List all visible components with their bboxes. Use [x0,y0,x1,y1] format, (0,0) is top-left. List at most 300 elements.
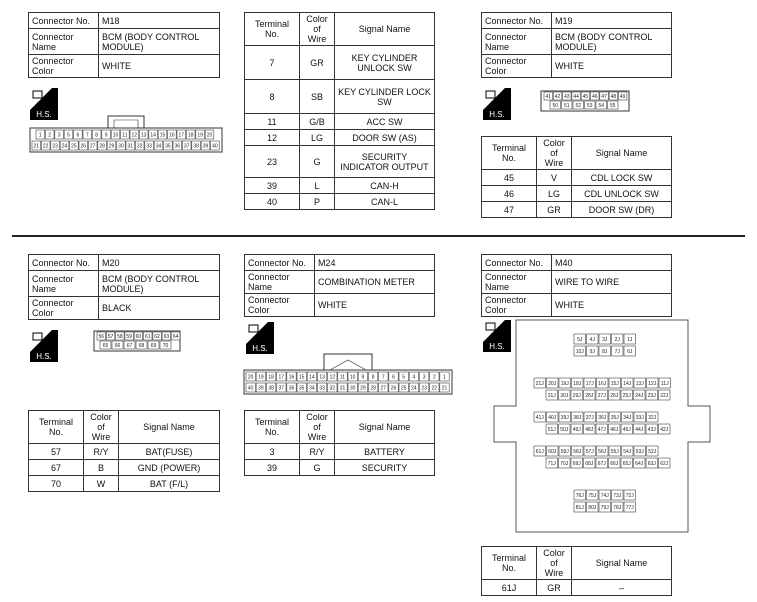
connector-pin [547,378,559,388]
svg-text:24J: 24J [635,393,644,399]
svg-text:58J: 58J [573,449,582,455]
svg-text:30: 30 [118,143,124,150]
connector-pin [647,378,659,388]
connector-pin [573,101,584,109]
svg-text:21: 21 [33,143,40,150]
svg-text:16: 16 [169,132,175,139]
connector-pin [612,346,624,356]
m19-info-table [481,12,672,78]
hs-icon [483,88,511,120]
svg-text:47: 47 [601,94,607,100]
svg-text:30: 30 [349,385,356,392]
m24-connector-face [242,352,454,398]
hdr-terminal-no: Terminal No. [245,13,300,46]
label-connector-no: Connector No. [29,13,99,29]
hdr-signal-name: Signal Name [119,411,220,444]
svg-text:46: 46 [591,94,598,100]
term-no: 39 [245,460,300,476]
svg-text:8J: 8J [602,349,608,355]
connector-pin [100,341,111,349]
m40-name: WIRE TO WIRE [552,271,672,294]
svg-text:1J: 1J [627,337,633,343]
connector-pin [98,141,107,150]
svg-text:39J: 39J [560,415,569,421]
connector-pin [622,378,634,388]
connector-pin [368,383,377,392]
connector-pin [144,332,153,340]
svg-text:13J: 13J [635,381,644,387]
svg-text:51: 51 [563,103,570,109]
svg-text:38: 38 [268,385,274,392]
connector-pin [609,458,621,468]
term-no: 23 [245,146,300,178]
svg-text:23: 23 [421,385,427,392]
label-connector-name: Connector Name [482,29,552,55]
connector-pin [277,372,286,381]
svg-text:60: 60 [135,334,142,340]
connector-pin [256,383,265,392]
connector-pin [88,141,97,150]
connector-pin [571,424,583,434]
svg-text:6: 6 [76,132,80,139]
connector-pin [148,341,159,349]
label-connector-no: Connector No. [482,13,552,29]
svg-text:49J: 49J [572,427,581,433]
wire-color: W [84,476,119,492]
signal-name: KEY CYLINDER LOCK SW [335,80,435,114]
label-connector-no: Connector No. [482,255,552,271]
wire-color: LG [537,186,572,202]
label-connector-color: Connector Color [29,55,99,78]
connector-pin [587,502,599,512]
connector-pin [51,141,60,150]
svg-text:67: 67 [126,343,133,349]
connector-pin [581,92,590,100]
connector-pin [116,332,125,340]
svg-text:25J: 25J [622,393,631,399]
svg-text:17: 17 [278,374,285,381]
connector-pin [440,383,449,392]
wire-color: L [300,178,335,194]
wire-color: V [537,170,572,186]
connector-pin [419,383,428,392]
connector-pin [621,458,633,468]
connector-pin [430,372,439,381]
m20-no: M20 [99,255,220,271]
svg-text:22: 22 [42,143,49,150]
svg-text:38J: 38J [573,415,582,421]
connector-pin [171,332,180,340]
svg-text:32J: 32J [648,415,657,421]
connector-pin [70,141,79,150]
wire-color: G [300,146,335,178]
signal-name: BATTERY [335,444,435,460]
connector-pin [55,130,64,139]
connector-pin [358,383,367,392]
svg-text:28: 28 [99,143,105,150]
connector-pin [160,341,171,349]
m40-connector-face [492,318,712,536]
svg-text:16J: 16J [598,381,607,387]
connector-pin [559,390,571,400]
svg-text:H.S.: H.S. [36,352,52,361]
svg-text:20: 20 [206,132,213,139]
svg-text:44J: 44J [635,427,644,433]
connector-pin [574,502,586,512]
svg-text:33J: 33J [635,415,644,421]
m18-info-table [28,12,220,78]
svg-text:37J: 37J [585,415,594,421]
svg-text:62: 62 [154,334,160,340]
svg-text:19: 19 [258,374,264,381]
signal-name: BAT(FUSE) [119,444,220,460]
svg-text:17J: 17J [585,381,594,387]
connector-pin [307,372,316,381]
svg-text:21: 21 [441,385,448,392]
connector-pin [609,412,621,422]
svg-text:51J: 51J [547,427,556,433]
svg-text:42: 42 [554,94,561,100]
connector-pin [111,130,120,139]
connector-pin [587,346,599,356]
connector-pin [348,383,357,392]
connector-pin [612,334,624,344]
connector-pin [246,372,255,381]
connector-pin [139,130,148,139]
connector-pin [389,372,398,381]
connector-pin [117,141,126,150]
svg-text:41J: 41J [535,415,544,421]
svg-text:30J: 30J [560,393,569,399]
wire-color: GR [537,580,572,596]
svg-text:24: 24 [411,385,417,392]
wire-color: SB [300,80,335,114]
term-no: 39 [245,178,300,194]
svg-text:24: 24 [61,143,68,150]
connector-pin [572,412,584,422]
signal-name: CDL LOCK SW [572,170,672,186]
connector-pin [399,383,408,392]
svg-text:35: 35 [165,143,171,150]
svg-text:22: 22 [431,385,438,392]
svg-text:77J: 77J [625,505,634,511]
connector-pin [256,372,265,381]
connector-pin [145,141,154,150]
svg-text:39: 39 [202,143,209,150]
connector-pin [572,378,584,388]
connector-pin [126,141,135,150]
connector-pin [338,383,347,392]
connector-pin [559,378,571,388]
m19-connector-face [540,90,630,112]
connector-pin [634,412,646,422]
svg-text:19: 19 [197,132,203,139]
svg-text:27: 27 [380,385,387,392]
hdr-color-of-wire: Color of Wire [300,13,335,46]
svg-text:76J: 76J [575,493,584,499]
connector-pin [608,101,619,109]
connector-pin [379,383,388,392]
connector-pin [584,412,596,422]
connector-pin [634,378,646,388]
connector-pin [32,141,41,150]
connector-pin [596,101,607,109]
connector-pin [440,372,449,381]
svg-text:12J: 12J [648,381,657,387]
label-connector-name: Connector Name [29,271,99,297]
svg-text:7J: 7J [614,349,620,355]
connector-pin [544,92,553,100]
svg-text:52: 52 [575,103,582,109]
connector-pin [399,372,408,381]
term-no: 8 [245,80,300,114]
svg-text:6: 6 [392,374,395,381]
svg-text:80J: 80J [588,505,597,511]
svg-text:41: 41 [545,94,552,100]
connector-pin [546,390,558,400]
hdr-color-of-wire: Color of Wire [537,547,572,580]
hdr-terminal-no: Terminal No. [482,547,537,580]
svg-text:55: 55 [609,103,616,109]
term-no: 57 [29,444,84,460]
connector-pin [211,141,220,150]
connector-pin [571,458,583,468]
connector-pin [550,101,561,109]
connector-pin [154,141,163,150]
connector-pin [358,372,367,381]
svg-text:14: 14 [150,132,156,139]
connector-pin [158,130,167,139]
m19-color: WHITE [552,55,672,78]
connector-pin [618,92,627,100]
wire-color: R/Y [84,444,119,460]
svg-text:56J: 56J [598,449,607,455]
connector-pin [134,332,143,340]
connector-pin [621,390,633,400]
svg-text:27: 27 [89,143,96,150]
svg-text:40: 40 [247,385,254,392]
svg-text:5J: 5J [577,337,583,343]
hdr-color-of-wire: Color of Wire [300,411,335,444]
signal-name: DOOR SW (DR) [572,202,672,218]
svg-text:50: 50 [552,103,559,109]
connector-pin [600,92,609,100]
connector-pin [192,141,201,150]
svg-text:69: 69 [150,343,157,349]
svg-text:H.S.: H.S. [36,110,52,119]
connector-pin [624,346,636,356]
connector-pin [591,92,600,100]
svg-text:5: 5 [402,374,406,381]
connector-pin [563,92,572,100]
svg-text:8: 8 [371,374,375,381]
connector-pin [41,141,50,150]
svg-text:3: 3 [422,374,426,381]
connector-pin [547,412,559,422]
svg-text:15: 15 [159,132,166,139]
svg-text:54: 54 [598,103,605,109]
connector-pin [317,383,326,392]
connector-pin [634,458,646,468]
m24-terminal-table [244,410,435,476]
m20-connector-face [93,330,181,352]
svg-text:12: 12 [329,374,336,381]
svg-text:40: 40 [212,143,218,150]
svg-text:31J: 31J [547,393,556,399]
connector-pin [130,130,139,139]
label-connector-no: Connector No. [29,255,99,271]
connector-pin [597,412,609,422]
label-connector-color: Connector Color [482,55,552,78]
svg-text:14: 14 [309,374,315,381]
connector-pin [609,424,621,434]
connector-pin [574,334,586,344]
svg-text:10: 10 [112,132,119,139]
signal-name: CAN-L [335,194,435,210]
svg-text:58: 58 [117,334,123,340]
connector-pin [584,446,596,456]
connector-pin [534,378,546,388]
svg-text:65J: 65J [622,461,631,467]
svg-text:37: 37 [183,143,190,150]
connector-pin [599,502,611,512]
connector-pin [553,92,562,100]
connector-pin [287,383,296,392]
connector-pin [646,458,658,468]
connector-pin [547,446,559,456]
hdr-signal-name: Signal Name [335,411,435,444]
connector-pin [297,383,306,392]
svg-text:66J: 66J [610,461,619,467]
connector-pin [182,141,191,150]
connector-pin [205,130,214,139]
hdr-signal-name: Signal Name [572,137,672,170]
m18-no: M18 [99,13,220,29]
svg-text:9J: 9J [589,349,595,355]
m18-terminal-table [244,12,435,210]
svg-text:2: 2 [48,132,52,139]
svg-text:60J: 60J [548,449,557,455]
svg-text:36J: 36J [598,415,607,421]
svg-text:5: 5 [67,132,70,139]
svg-text:46J: 46J [610,427,619,433]
label-connector-color: Connector Color [482,294,552,317]
signal-name: SECURITY [335,460,435,476]
connector-pin [153,332,162,340]
connector-pin [585,101,596,109]
svg-text:7: 7 [381,374,385,381]
signal-name: – [572,580,672,596]
svg-text:61: 61 [144,334,151,340]
svg-text:70J: 70J [560,461,569,467]
connector-pin [79,141,88,150]
connector-pin [624,334,636,344]
svg-text:2J: 2J [614,337,620,343]
svg-text:75J: 75J [588,493,597,499]
m19-no: M19 [552,13,672,29]
connector-pin [612,490,624,500]
svg-text:70: 70 [162,343,169,349]
signal-name: KEY CYLINDER UNLOCK SW [335,46,435,80]
term-no: 46 [482,186,537,202]
svg-text:61J: 61J [535,449,544,455]
svg-text:55J: 55J [610,449,619,455]
connector-pin [624,490,636,500]
signal-name: BAT (F/L) [119,476,220,492]
connector-pin [328,383,337,392]
svg-text:22J: 22J [660,393,669,399]
connector-pin [559,458,571,468]
connector-pin [584,378,596,388]
connector-pin [124,341,135,349]
svg-text:78J: 78J [613,505,622,511]
svg-text:65: 65 [102,343,109,349]
svg-text:4: 4 [412,374,416,381]
wire-color: P [300,194,335,210]
m40-info-table [481,254,672,317]
connector-pin [389,383,398,392]
svg-text:34: 34 [155,143,162,150]
svg-text:29J: 29J [572,393,581,399]
svg-text:35: 35 [298,385,305,392]
svg-text:37: 37 [278,385,285,392]
svg-text:43: 43 [564,94,570,100]
connector-pin [277,383,286,392]
hdr-signal-name: Signal Name [572,547,672,580]
svg-text:63: 63 [163,334,170,340]
label-connector-color: Connector Color [29,297,99,320]
svg-text:53J: 53J [635,449,644,455]
connector-pin [621,424,633,434]
connector-pin [646,424,658,434]
svg-text:23J: 23J [647,393,656,399]
svg-text:11J: 11J [660,381,669,387]
m20-color: BLACK [99,297,220,320]
svg-text:H.S.: H.S. [489,110,505,119]
svg-text:25: 25 [71,143,77,150]
connector-pin [97,332,106,340]
connector-pin [599,334,611,344]
svg-text:40J: 40J [548,415,557,421]
m18-connector-face [28,112,224,156]
connector-pin [572,92,581,100]
connector-pin [287,372,296,381]
svg-text:44: 44 [573,94,579,100]
connector-pin [546,424,558,434]
svg-text:20: 20 [247,374,254,381]
svg-text:18: 18 [187,132,194,139]
svg-text:15J: 15J [610,381,619,387]
connector-pin [597,446,609,456]
signal-name: SECURITY INDICATOR OUTPUT [335,146,435,178]
connector-pin [177,130,186,139]
connector-pin [266,383,275,392]
connector-pin [609,390,621,400]
connector-pin [136,341,147,349]
connector-pin [647,446,659,456]
m20-info-table [28,254,220,320]
svg-text:18J: 18J [573,381,582,387]
svg-text:20J: 20J [548,381,557,387]
wire-color: GR [537,202,572,218]
connector-pin [348,372,357,381]
connector-pin [597,378,609,388]
svg-text:62J: 62J [660,461,669,467]
svg-text:26: 26 [80,143,87,150]
wire-color: GR [300,46,335,80]
svg-text:26: 26 [390,385,397,392]
connector-pin [634,446,646,456]
